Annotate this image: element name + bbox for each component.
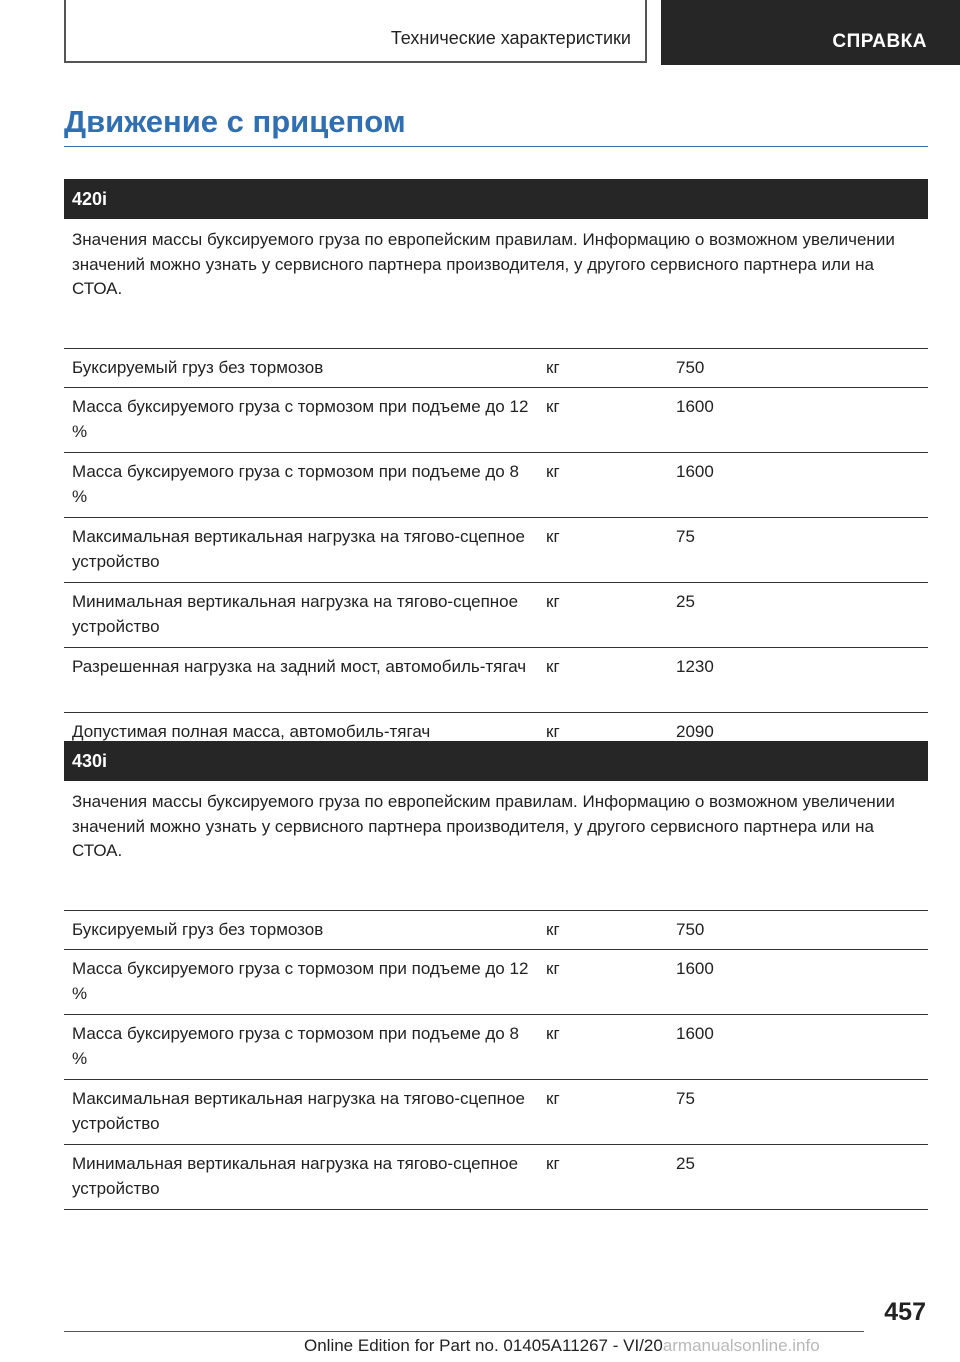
row-label: Разрешенная нагрузка на задний мост, автомобиль-тягач xyxy=(72,657,527,676)
row-label: Максимальная вертикальная нагрузка на тягово-сцепное устройство xyxy=(72,527,525,571)
footer-edition xyxy=(304,1336,820,1356)
model-name: 430i xyxy=(72,750,108,771)
row-value: 1600 xyxy=(676,462,714,481)
row-unit: кг xyxy=(546,920,560,939)
row-label: Масса буксируемого груза с тормозом при подъеме до 12 % xyxy=(72,397,529,441)
chapter-title: Технические характеристики xyxy=(390,28,631,48)
table-row xyxy=(64,518,928,583)
table-note: Значения массы буксируемого груза по европейским правилам. Информацию о возможном увеличении значений можно узнать у сервисного партнера производителя, у другого сервисного партнера или на СТОА. xyxy=(64,781,928,911)
row-unit: кг xyxy=(546,1154,560,1173)
row-unit: кг xyxy=(546,358,560,377)
row-label: Минимальная вертикальная нагрузка на тягово-сцепное устройство xyxy=(72,592,519,636)
table-row xyxy=(64,950,928,1015)
row-label: Максимальная вертикальная нагрузка на тягово-сцепное устройство xyxy=(72,1089,525,1133)
row-unit: кг xyxy=(546,527,560,546)
table-header xyxy=(64,179,928,219)
row-value: 25 xyxy=(676,592,695,611)
chapter-tab xyxy=(64,0,647,63)
row-value: 1600 xyxy=(676,397,714,416)
table-row xyxy=(64,1145,928,1210)
table-row xyxy=(64,1015,928,1080)
table-row xyxy=(64,583,928,648)
edition-text: Online Edition for Part no. 01405A11267 - VI/20 xyxy=(304,1336,663,1355)
row-label: Масса буксируемого груза с тормозом при подъеме до 12 % xyxy=(72,959,529,1003)
footer-divider xyxy=(64,1331,864,1332)
row-label: Буксируемый груз без тормозов xyxy=(72,358,324,377)
row-label: Масса буксируемого груза с тормозом при подъеме до 8 % xyxy=(72,1024,519,1068)
row-value: 2090 xyxy=(676,722,714,741)
table-row xyxy=(64,1080,928,1145)
spec-table-430i xyxy=(64,741,928,1210)
row-unit: кг xyxy=(546,592,560,611)
row-value: 750 xyxy=(676,358,705,377)
row-label: Минимальная вертикальная нагрузка на тягово-сцепное устройство xyxy=(72,1154,519,1198)
row-value: 750 xyxy=(676,920,705,939)
table-row xyxy=(64,453,928,518)
row-value: 1600 xyxy=(676,959,714,978)
table-row xyxy=(64,648,928,713)
page-title: Движение с прицепом xyxy=(64,104,406,139)
page-header xyxy=(0,0,960,66)
row-unit: кг xyxy=(546,959,560,978)
row-label: Масса буксируемого груза с тормозом при подъеме до 8 % xyxy=(72,462,519,506)
row-unit: кг xyxy=(546,1024,560,1043)
row-unit: кг xyxy=(546,722,560,741)
section-tab xyxy=(661,0,960,65)
section-title: СПРАВКА xyxy=(832,31,927,52)
row-unit: кг xyxy=(546,1089,560,1108)
row-value: 1230 xyxy=(676,657,714,676)
row-unit: кг xyxy=(546,397,560,416)
spec-table-420i xyxy=(64,179,928,752)
table-note: Значения массы буксируемого груза по европейским правилам. Информацию о возможном увеличении значений можно узнать у сервисного партнера производителя, у другого сервисного партнера или на СТОА. xyxy=(64,219,928,349)
table-row xyxy=(64,349,928,388)
row-label: Допустимая полная масса, автомобиль-тягач xyxy=(72,722,431,741)
row-value: 1600 xyxy=(676,1024,714,1043)
table-header xyxy=(64,741,928,781)
page-number: 457 xyxy=(884,1298,926,1326)
table-row xyxy=(64,388,928,453)
row-value: 75 xyxy=(676,1089,695,1108)
title-divider xyxy=(64,146,928,147)
table-row xyxy=(64,911,928,950)
watermark-text: armanualsonline.info xyxy=(662,1336,820,1355)
row-unit: кг xyxy=(546,462,560,481)
row-value: 25 xyxy=(676,1154,695,1173)
model-name: 420i xyxy=(72,188,108,209)
row-label: Буксируемый груз без тормозов xyxy=(72,920,324,939)
row-value: 75 xyxy=(676,527,695,546)
row-unit: кг xyxy=(546,657,560,676)
